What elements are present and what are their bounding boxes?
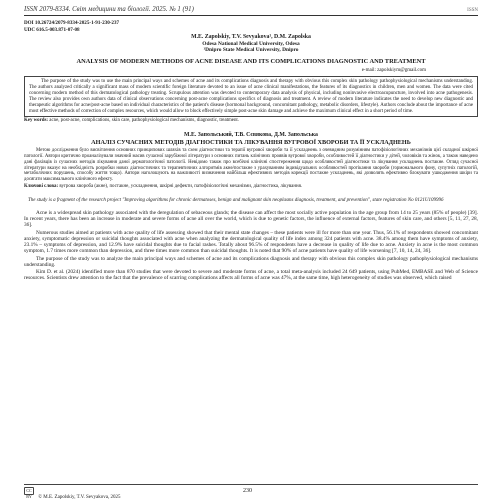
page-number: 230 (243, 488, 252, 494)
affiliation-1: Odesa National Medical University, Odesa (202, 40, 300, 47)
body-paragraph: Numerous studies aimed at patients with acne quality of life assessing showed that their mental state changes – these patients were ill for more than one year. Thus, 56.1% of respondents showed concomitant anxiety, symptomatic depression or suicidal thoughts associated with acne when analyzing the dermatological quality of life index among 324 patients with acne. 38.4% among them have symptoms of anxiety, 23.1% – symptoms of depression, and 12.9% have suicidal thoughts due to facial rashes. Totally about 96.5% of respondents have a decrease in quality of life due to acne. Anxiety in acne is the most common symptom, 1.7 times more common than depression, and three times more common than suicidal thoughts. It is noted that 90% of acne patients have quality of life worsening [7, 10, 14, 24, 36]. (24, 229, 478, 255)
doi[interactable]: DOI 10.26724/2079-8334-2025-1-91-230-237 (24, 20, 120, 26)
abstract-en-box (24, 76, 478, 117)
copyright-text: © M.E. Zapolskiy, T.V. Sevyakova, 2025 (38, 495, 121, 500)
article-identifiers (24, 20, 478, 33)
project-note: The study is a fragment of the research project "Improving algorithms for chronic dermatoses, benign and malignant skin neoplasms diagnosis, treatment, and prevention", state registration No 0121U109996 (28, 197, 444, 203)
running-header (24, 6, 478, 16)
article-page (24, 6, 478, 283)
article-title-ua: АНАЛІЗ СУЧАСНИХ МЕТОДІВ ДІАГНОСТИКИ ТА ЛІКУВАННЯ ВУГРОВОЇ ХВОРОБИ ТА ЇЇ УСКЛАДНЕНЬ (91, 139, 411, 147)
keywords-ua-text: вугрова хвороба (акне), постакне, ускладнення, шкірні дефекти, патофізіологічні механізми, діагностика, лікування. (59, 183, 303, 189)
keywords-en (24, 118, 478, 124)
copyright (24, 487, 120, 500)
header-tag: ISSN (467, 8, 478, 13)
authors-ua: М.Е. Запольський, Т.В. Сєвякова, Д.М. Запольська (184, 132, 318, 139)
keywords-en-text: acne, post-acne, complications, skin care, pathophysiological mechanisms, diagnostic, treatment. (49, 118, 240, 124)
journal-title: ISSN 2079-8334. Світ медицини та біології. 2025. № 1 (91) (24, 6, 194, 13)
authors-en: M.E. Zapolskiy, T.V. Sevyakova¹, D.M. Zapolska (191, 34, 311, 41)
body-text (24, 210, 478, 282)
body-paragraph: Acne is a widespread skin pathology associated with the deregulation of sebaceous glands; the disease can affect the most socially active population in the age group from 14 to 25 years (85% of people) [39]. In recent years, there has been an increase in moderate and severe forms of acne all over the world, which is due to genetic factors, the influence of external factors, features of skin care, and others [5, 11, 27, 28, 36]. (24, 209, 478, 229)
keywords-ua (24, 184, 478, 190)
abstract-en: The purpose of the study was to use the main principal ways and schemes of acne and its complications diagnosis and therapy with obvious this complex skin pathology pathophysiological mechanisms understanding. The authors analyzed critically a significant mass of modern scientific foreign literature devoted to an issue of acne clinical manifestations, the features of its diagnostics in children, men and women. The data were cited concerning modern method of this dermatological pathology treating. Scrupulous attention was devoted to contemporary data analysis of physical, including noninvasive electroacupuncture, involved into acne pathogenesis. The review also provides own authors data of clinical observations concerning post-acne complications specifics of diagnosis and treatment. A review of modern literature indicates the need to develop new diagnostic and therapeutic algorithms for acne/post-acne based on individual characteristics of the patient's disease (hormonal background, concomitant pathology, metabolic disorders, lifestyle). Authors conclude about the importance of acne most effective methods of correction of complex resources, which would allow to block effectively simple post-acne skin damage and achieve the maximum clinical effect in a short period of time. (29, 79, 473, 114)
abstract-ua: Метою дослідження було висвітлення основних принципових шляхів та схем діагностики та терапії вугрової хвороби та її ускладнень з очевидним розумінням патофізіологічних механізмів цієї складної шкірної патології. Автори критично проаналізували значний масив сучасної зарубіжної літератури з основних питань клінічних проявів вугрової хвороби, особливостей її діагностики у дітей, чоловіків та жінок, а також наведено дані фахівців із сучасних методів лікування даної дерматологічної патології. Невідомо також про всебічні клінічні спостереження щодо особливостей діагностики та лікування ускладнень постакне. Огляд сучасної літератури вказує на необхідність розробки нових діагностичних та терапевтичних алгоритмів акне/постакне з урахуванням індивідуальних особливостей протікання хвороби (гормонального фону, супутніх патологій, метаболічних порушень, способу життя тощо). Автори наголошують на важливості визначення найбільш ефективних методів корекції постакне ускладнень, які дозволять ефективно блокувати ушкодження шкіри та досягати максимального клінічного ефекту. (24, 148, 478, 183)
cc-license-icon: CC BY (24, 487, 34, 495)
affiliation-2: ¹Dnipro State Medical University, Dnipro (203, 47, 299, 54)
contact-email[interactable]: e-mail: zapolskiym@gmail.com (361, 68, 426, 74)
keywords-ua-label: Ключові слова: (24, 183, 59, 189)
body-paragraph: Kim D. et al. (2024) identified more than 870 studies that were devoted to severe and moderate forms of acne, a total meta-analysis included 24 649 patients, using PubMed, EMBASE and Web of Science resources. Scientists drew attention to the fact that the prevalence of scarring complications affects all forms of acne was 47%, at the same time, high heterogeneity of studies was observed, which raised (24, 269, 478, 282)
abstract-ua-block (24, 148, 478, 183)
udc: UDC 616.5-003.871-07-08 (24, 26, 80, 33)
body-paragraph: The purpose of the study was to analyze the main principal ways and schemes of acne and its complications diagnosis and therapy with obvious this complex skin pathology pathophysiological mechanisms understanding. (24, 255, 478, 268)
keywords-en-label: Key words: (24, 118, 49, 124)
article-title-en: ANALYSIS OF MODERN METHODS OF ACNE DISEASE AND ITS COMPLICATIONS DIAGNOSTIC AND TREATMENT (76, 57, 426, 65)
